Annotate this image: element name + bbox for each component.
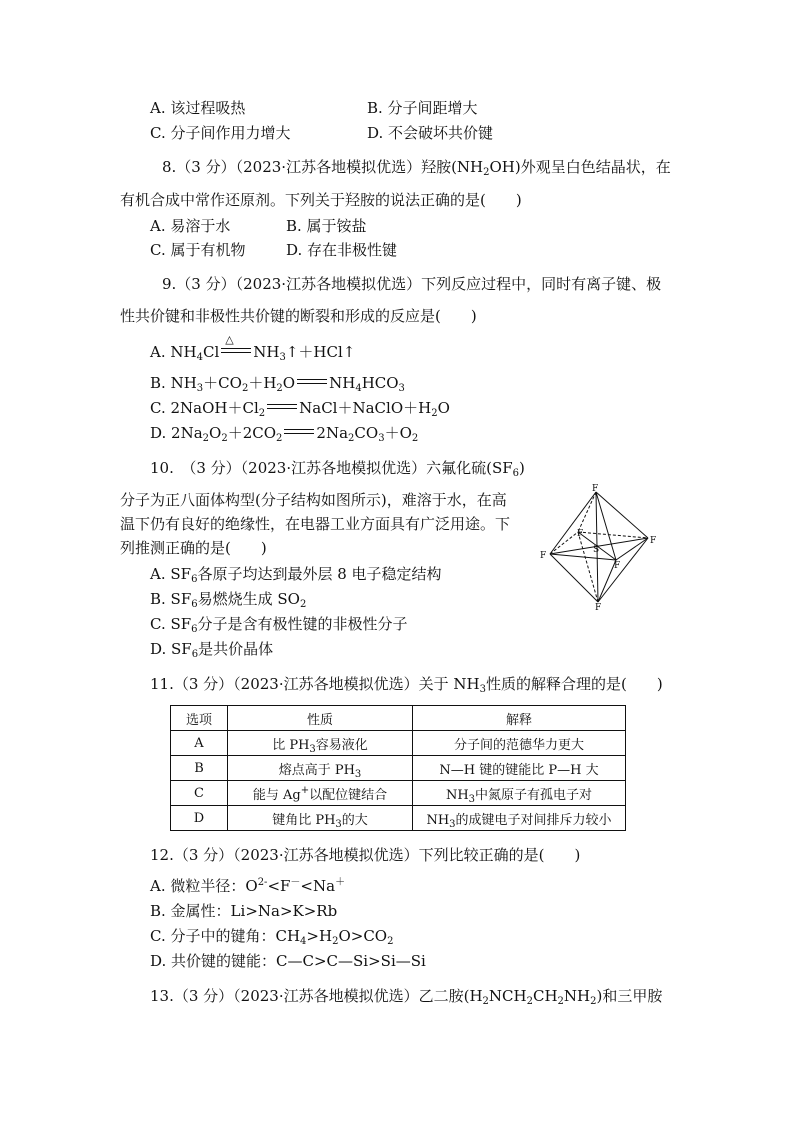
row-label: A — [171, 731, 228, 756]
q10-option-b: B. $SF_6$易燃烧生成 $SO_2$ — [150, 590, 307, 610]
q8-option-c: C. 属于有机物 — [150, 241, 246, 259]
q8-stem-line1: 8.（3 分）（2023·江苏各地模拟优选）羟胺$(NH_2OH)$外观呈白色结晶状，在 — [162, 158, 671, 178]
q10-option-c: C. $SF_6$分子是含有极性键的非极性分子 — [150, 615, 408, 635]
table-row — [171, 781, 626, 806]
q10-stem-line3: 温下仍有良好的绝缘性，在电器工业方面具有广泛用途。下 — [120, 515, 511, 533]
heat-symbol: △ — [225, 333, 234, 346]
q9-option-d: D. $2Na_2O_2+2CO_2$ $2Na_2CO_3+O_2$ — [150, 424, 419, 444]
q9-option-a: A. $NH_4Cl$ △ $NH_3↑+HCl↑$ — [150, 342, 355, 362]
q13-stem: 13.（3 分）（2023·江苏各地模拟优选）乙二胺$(H_2NCH_2CH_2NH_2)$和三甲胺 — [150, 987, 663, 1007]
row-label: C — [171, 781, 228, 806]
q8-option-a: A. 易溶于水 — [150, 217, 231, 235]
table-row — [171, 756, 626, 781]
atom-f-bottom: F — [595, 603, 602, 613]
atom-f-right: F — [650, 536, 657, 546]
q10-stem-line1: 10. （3 分）（2023·江苏各地模拟优选）六氟化硫$(SF_6)$ — [150, 459, 525, 479]
table-header-row — [171, 706, 626, 731]
header-explanation: 解释 — [413, 706, 626, 731]
explanation-cell: $NH_3$中氮原子有孤电子对 — [413, 781, 626, 806]
q8-option-b: B. 属于铵盐 — [286, 217, 367, 235]
q12-stem: 12.（3 分）（2023·江苏各地模拟优选）下列比较正确的是( ) — [150, 846, 581, 864]
atom-s-center: S — [593, 545, 600, 555]
row-label: B — [171, 756, 228, 781]
property-cell: 熔点高于 $PH_3$ — [228, 756, 413, 781]
q11-stem: 11.（3 分）（2023·江苏各地模拟优选）关于 $NH_3$性质的解释合理的是( ) — [150, 675, 663, 695]
property-cell: 比 $PH_3$容易液化 — [228, 731, 413, 756]
atom-f-back: F — [577, 529, 584, 539]
q8-stem-line2: 有机合成中常作还原剂。下列关于羟胺的说法正确的是( ) — [120, 191, 522, 209]
table-row — [171, 731, 626, 756]
sf6-octahedron-diagram — [540, 482, 665, 614]
atom-f-top: F — [592, 484, 599, 494]
explanation-cell: $NH_3$的成键电子对间排斥力较小 — [413, 806, 626, 831]
explanation-cell: 分子间的范德华力更大 — [413, 731, 626, 756]
q10-stem-line4: 列推测正确的是( ) — [120, 539, 267, 557]
q12-option-d: D. 共价键的键能：C—C>C—Si>Si—Si — [150, 952, 426, 970]
q7-option-c: C. 分子间作用力增大 — [150, 124, 291, 142]
q11-properties-table — [170, 705, 626, 831]
q12-option-b: B. 金属性：Li>Na>K>Rb — [150, 902, 338, 920]
atom-f-front: F — [614, 561, 621, 571]
q9-option-b: B. $NH_3+CO_2+H_2O$ $NH_4HCO_3$ — [150, 374, 405, 394]
q12-option-c: C. 分子中的键角：$CH_4>H_2O>CO_2$ — [150, 927, 394, 947]
q7-option-d: D. 不会破坏共价键 — [367, 124, 494, 142]
q7-option-a: A. 该过程吸热 — [150, 99, 246, 117]
header-option: 选项 — [171, 706, 228, 731]
q7-option-b: B. 分子间距增大 — [367, 99, 478, 117]
q10-option-a: A. $SF_6$各原子均达到最外层 8 电子稳定结构 — [150, 565, 442, 585]
q10-stem-line2: 分子为正八面体构型(分子结构如图所示)，难溶于水，在高 — [120, 491, 507, 509]
q9-stem-line2: 性共价键和非极性共价键的断裂和形成的反应是( ) — [120, 307, 477, 325]
explanation-cell: N—H 键的键能比 P—H 大 — [413, 756, 626, 781]
q10-option-d: D. $SF_6$是共价晶体 — [150, 640, 274, 660]
header-property: 性质 — [228, 706, 413, 731]
atom-f-left: F — [540, 551, 547, 561]
q9-option-c: C. $2NaOH+Cl_2$ $NaCl+NaClO+H_2O$ — [150, 399, 450, 419]
property-cell: 键角比 $PH_3$的大 — [228, 806, 413, 831]
q12-option-a: A. 微粒半径：$O^{2-}<F^-<Na^+$ — [150, 877, 346, 895]
row-label: D — [171, 806, 228, 831]
q9-stem-line1: 9.（3 分）（2023·江苏各地模拟优选）下列反应过程中，同时有离子键、极 — [162, 275, 662, 293]
q8-option-d: D. 存在非极性键 — [286, 241, 398, 259]
property-cell: 能与 Ag+以配位键结合 — [228, 781, 413, 806]
table-row — [171, 806, 626, 831]
